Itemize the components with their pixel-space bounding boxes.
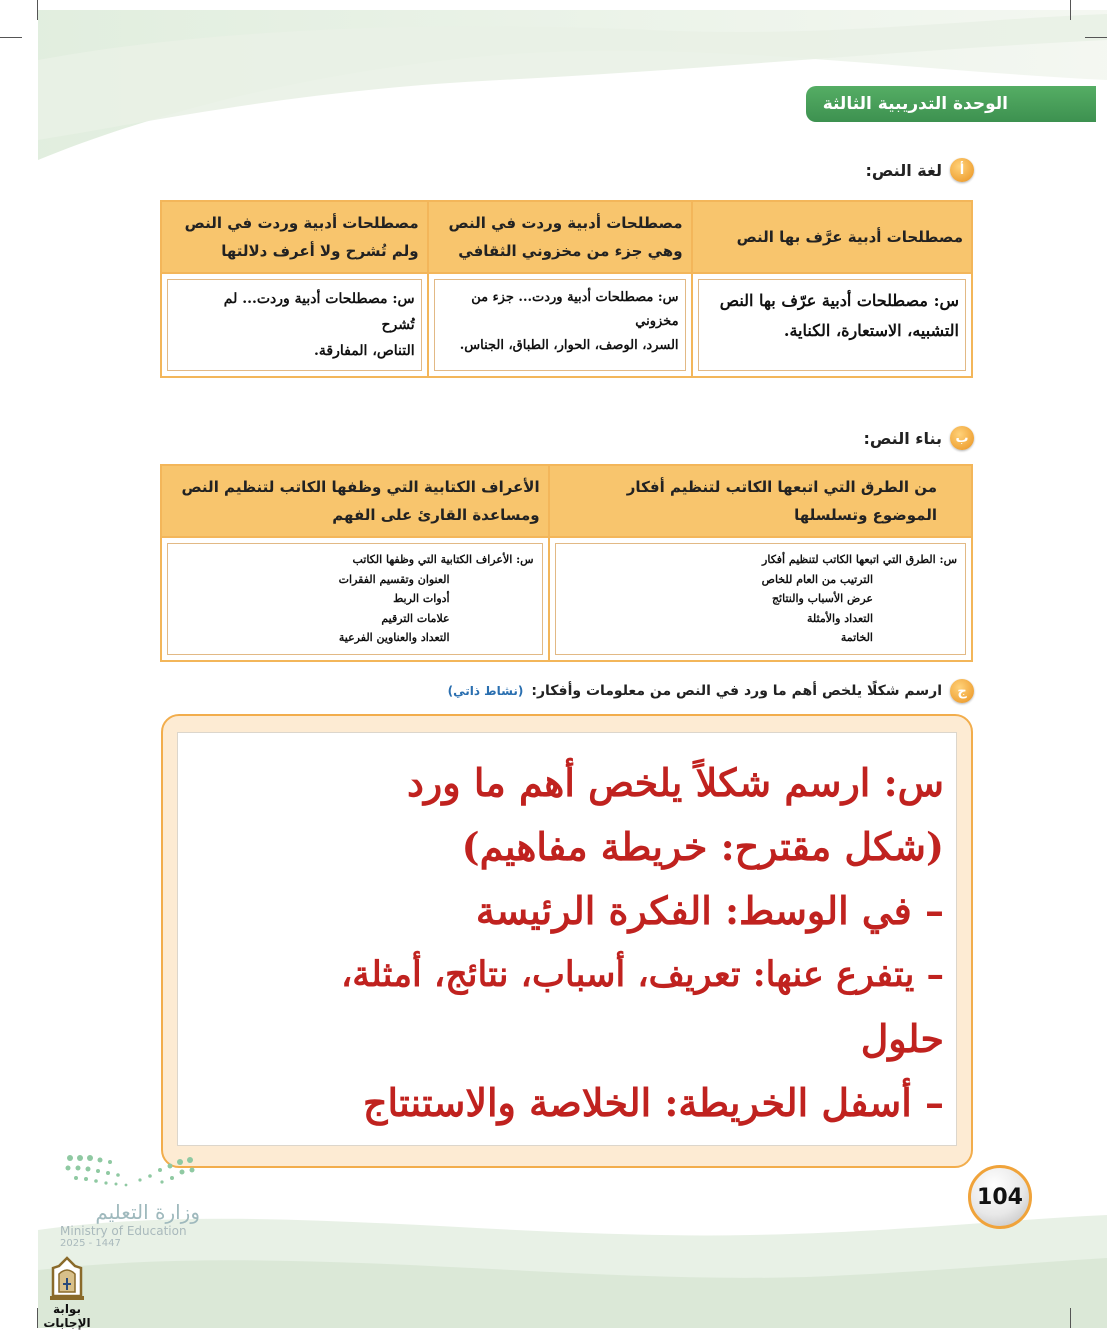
answers-portal-logo — [32, 1256, 102, 1330]
answer-cell — [161, 273, 428, 377]
ministry-name-en: Ministry of Education — [60, 1224, 187, 1238]
answer-line: – في الوسط: الفكرة الرئيسة — [475, 888, 944, 933]
crop-mark — [37, 0, 38, 20]
answer-line: العنوان وتقسيم الفقرات — [338, 572, 450, 586]
crop-mark — [1070, 1308, 1071, 1328]
answer-cell — [549, 537, 972, 661]
answer-cell — [428, 273, 692, 377]
ministry-name-ar: وزارة التعليم — [95, 1200, 200, 1224]
section-c-letter: ج — [950, 679, 974, 703]
answer-line: مخزوني — [635, 314, 679, 329]
answer-line: السرد، الوصف، الحوار، الطباق، الجناس. — [459, 338, 679, 353]
answer-box — [434, 279, 686, 371]
ministry-year: 2025 - 1447 — [60, 1238, 121, 1249]
answer-line: أدوات الربط — [393, 592, 450, 605]
crop-mark — [1085, 37, 1107, 38]
page-number-badge — [968, 1165, 1032, 1229]
section-a-heading — [865, 158, 974, 182]
section-b-table — [160, 464, 973, 662]
answer-line: (شكل مقترح: خريطة مفاهيم) — [461, 824, 944, 869]
answer-line: س: الأعراف الكتابية التي وظفها الكاتب — [352, 553, 534, 566]
answer-line: التعداد والعناوين الفرعية — [338, 631, 450, 644]
crop-mark — [1070, 0, 1071, 20]
answer-cell — [161, 537, 549, 661]
answer-line: تُشرح — [381, 317, 415, 333]
unit-title: الوحدة التدريبية الثالثة — [822, 94, 1008, 114]
answer-line: – يتفرع عنها: تعريف، أسباب، نتائج، أمثلة، — [341, 954, 944, 995]
answer-box — [555, 543, 966, 655]
drawing-answer-box — [161, 714, 973, 1168]
page-number: 104 — [977, 1184, 1023, 1210]
answer-line: س: الطرق التي اتبعها الكاتب لتنظيم أفكار — [762, 553, 957, 566]
unit-banner — [806, 86, 1096, 122]
ministry-logo — [60, 1150, 200, 1249]
answer-line: س: ارسم شكلاً يلخص أهم ما ورد — [406, 760, 944, 805]
table-header: مصطلحات أدبية عرَّف بها النص — [692, 201, 972, 273]
portal-lantern-icon — [45, 1256, 89, 1302]
answer-box — [698, 279, 966, 371]
answer-cell — [692, 273, 972, 377]
answer-line: التناص، المفارقة. — [314, 343, 415, 359]
answer-line: التشبيه، الاستعارة، الكناية. — [783, 321, 959, 340]
answer-line: س: مصطلحات أدبية وردت... لم — [223, 291, 415, 307]
answer-line: عرض الأسباب والنتائج — [771, 592, 873, 605]
section-a-table — [160, 200, 973, 378]
section-c-heading — [448, 679, 974, 703]
drawing-answer-area — [177, 732, 957, 1146]
crop-mark — [0, 37, 22, 38]
activity-tag: (نشاط ذاتي) — [447, 684, 524, 698]
section-a-title: لغة النص: — [865, 160, 942, 180]
answer-line: التعداد والأمثلة — [807, 611, 873, 625]
section-b-letter: ب — [950, 426, 974, 450]
answer-line: علامات الترقيم — [381, 611, 450, 625]
section-b-heading — [863, 426, 974, 450]
answer-box — [167, 543, 543, 655]
answer-line: الخاتمة — [840, 631, 873, 644]
section-c-title: ارسم شكلًا يلخص أهم ما ورد في النص من معلومات وأفكار: — [531, 683, 942, 699]
ministry-dots-icon — [60, 1150, 200, 1200]
answer-line: س: مصطلحات أدبية عرّف بها النص — [719, 291, 959, 310]
answer-line: س: مصطلحات أدبية وردت... جزء من — [471, 290, 679, 305]
answer-box — [167, 279, 422, 371]
section-a-letter: أ — [950, 158, 974, 182]
table-header: مصطلحات أدبية وردت في النص وهي جزء من مخزوني الثقافي — [428, 201, 692, 273]
table-header: مصطلحات أدبية وردت في النص ولم تُشرح ولا أعرف دلالتها — [161, 201, 428, 273]
table-header: من الطرق التي اتبعها الكاتب لتنظيم أفكار الموضوع وتسلسلها — [549, 465, 972, 537]
table-header: الأعراف الكتابية التي وظفها الكاتب لتنظيم النص ومساعدة القارئ على الفهم — [161, 465, 549, 537]
answer-line: – أسفل الخريطة: الخلاصة والاستنتاج — [362, 1080, 944, 1125]
answer-line: الترتيب من العام للخاص — [761, 572, 873, 586]
answer-line: حلول — [860, 1016, 944, 1061]
section-b-title: بناء النص: — [863, 428, 942, 448]
portal-name: بوابة الإجابات — [43, 1302, 91, 1330]
